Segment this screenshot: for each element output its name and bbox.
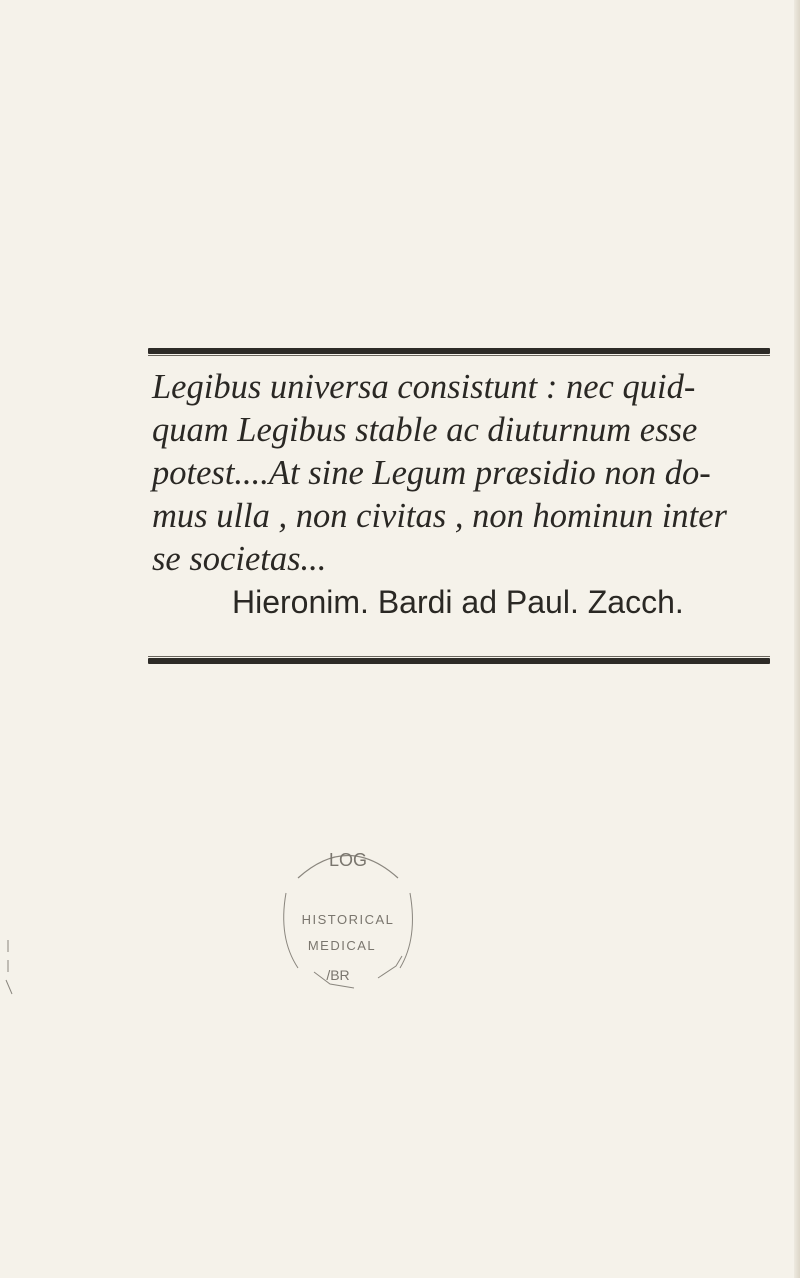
page-edge-shadow: [794, 0, 800, 1278]
top-ornamental-rule: [148, 348, 770, 357]
stamp-line-historical: HISTORICAL: [301, 912, 395, 927]
epigraph-line: se societas...: [152, 540, 327, 578]
epigraph-attribution: Hieronim. Bardi ad Paul. Zacch.: [232, 584, 684, 620]
epigraph-block: [152, 366, 772, 623]
bottom-ornamental-rule: [148, 656, 770, 665]
epigraph-line: Legibus universa consistunt : nec quid-: [152, 368, 696, 406]
stamp-line-medical: MEDICAL: [307, 938, 377, 953]
epigraph-line: mus ulla , non civitas , non hominun inter: [152, 497, 727, 535]
stamp-arc-text: LOG: [328, 850, 368, 870]
library-stamp-icon: [238, 838, 458, 998]
epigraph-line: potest....At sine Legum præsidio non do-: [152, 454, 711, 492]
stamp-bottom-text: /BR: [326, 967, 350, 983]
epigraph-line: quam Legibus stable ac diuturnum esse: [152, 411, 698, 449]
margin-specks: [0, 930, 40, 1000]
